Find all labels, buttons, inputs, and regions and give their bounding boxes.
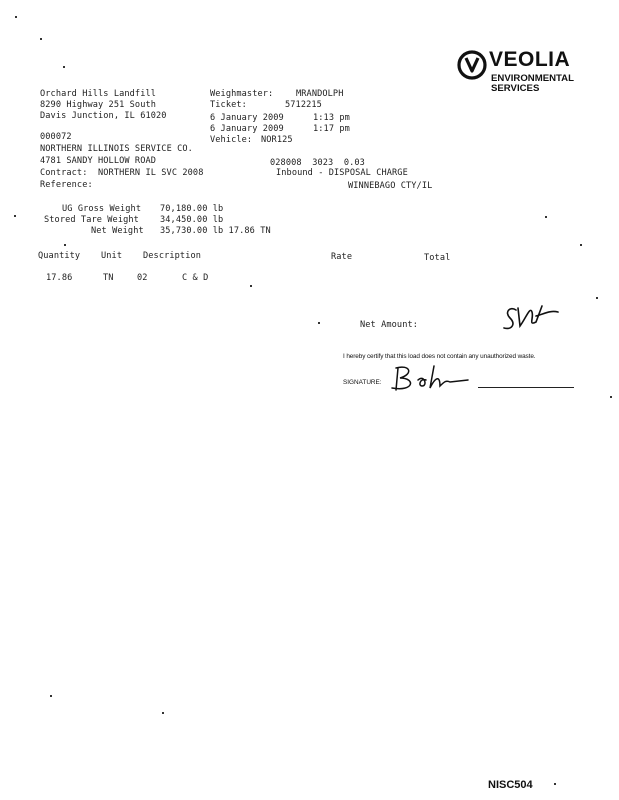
ticket-label: Ticket: [210,100,247,110]
scan-speck [50,695,52,697]
gross-weight-label: UG Gross Weight [62,204,142,214]
signature-line [478,387,574,388]
facility-name: Orchard Hills Landfill [40,89,157,99]
row-code: 02 [137,273,148,283]
col-total: Total [424,253,451,263]
date-in: 6 January 2009 [210,113,284,123]
scan-speck [580,244,582,246]
scan-speck [596,297,598,299]
tare-weight-label: Stored Tare Weight [44,215,139,225]
col-rate: Rate [331,252,353,262]
scan-speck [250,285,252,287]
signature-label: SIGNATURE: [343,379,382,386]
veolia-logo-icon [456,49,488,81]
logo-wordmark: VEOLIA [489,48,571,71]
net-weight-label: Net Weight [91,226,144,236]
scan-speck [318,322,320,324]
scan-speck [63,66,65,68]
ticket-number: 5712215 [285,100,322,110]
col-description: Description [143,251,202,261]
time-out: 1:17 pm [313,124,350,134]
inbound-type: Inbound - DISPOSAL CHARGE [276,168,408,178]
weighmaster-value: MRANDOLPH [296,89,344,99]
vehicle-value: NOR125 [261,135,293,145]
certification-statement: I hereby certify that this load does not contain any unauthorized waste. [343,353,536,360]
logo-subtitle-line2: SERVICES [491,83,540,94]
col-quantity: Quantity [38,251,81,261]
weighmaster-label: Weighmaster: [210,89,274,99]
customer-name: NORTHERN ILLINOIS SERVICE CO. [40,144,193,154]
signature-icon [384,362,474,394]
contract-value: NORTHERN IL SVC 2008 [98,168,204,178]
scan-speck [162,712,164,714]
customer-address: 4781 SANDY HOLLOW ROAD [40,156,157,166]
gross-weight-value: 70,180.00 lb [160,204,224,214]
row-description: C & D [182,273,209,283]
col-unit: Unit [101,251,123,261]
row-quantity: 17.86 [46,273,73,283]
date-out: 6 January 2009 [210,124,284,134]
time-in: 1:13 pm [313,113,350,123]
scan-speck [14,215,16,217]
scan-speck [610,396,612,398]
vehicle-label: Vehicle: [210,135,253,145]
scan-speck [554,783,556,785]
reference-label: Reference: [40,180,93,190]
scan-speck [64,244,66,246]
origin: WINNEBAGO CTY/IL [348,181,433,191]
customer-code: 028008 3023 0.03 [270,158,365,168]
facility-address: 8290 Highway 251 South [40,100,157,110]
initials-signature-icon [496,298,566,336]
logo-subtitle-line1: ENVIRONMENTAL [491,73,574,84]
scan-speck [545,216,547,218]
scan-speck [15,16,17,18]
contract-label: Contract: [40,168,88,178]
net-amount-label: Net Amount: [360,320,419,330]
net-weight-value: 35,730.00 lb 17.86 TN [160,226,271,236]
row-unit: TN [103,273,114,283]
customer-account: 000072 [40,132,72,142]
document-id: NISC504 [488,779,533,791]
scan-speck [40,38,42,40]
tare-weight-value: 34,450.00 lb [160,215,224,225]
facility-city: Davis Junction, IL 61020 [40,111,167,121]
